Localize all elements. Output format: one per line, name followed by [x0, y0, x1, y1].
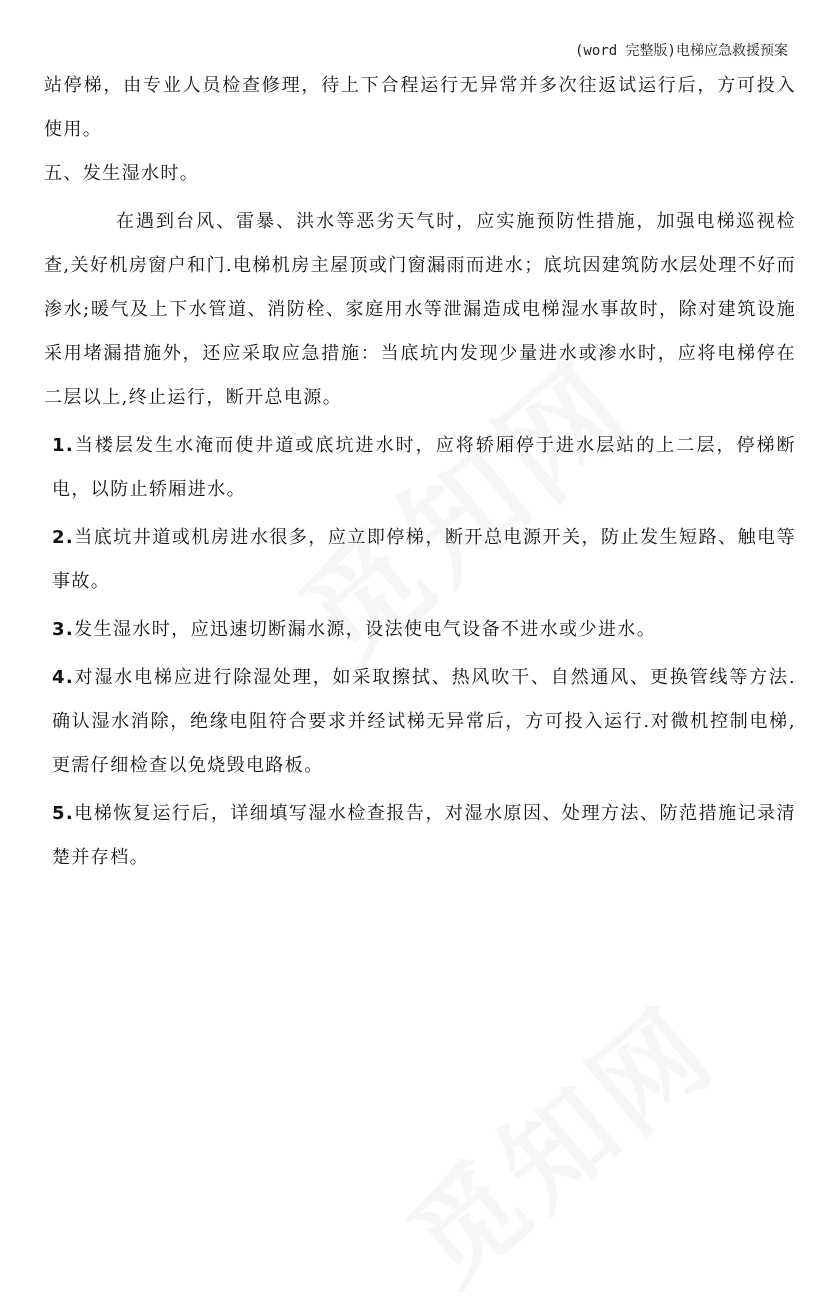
list-item-number: 3. — [52, 619, 75, 640]
list-item-text: 发生湿水时，应迅速切断漏水源，设法使电气设备不进水或少进水。 — [74, 619, 657, 640]
running-header: (word 完整版)电梯应急救援预案 — [574, 43, 788, 59]
list-item — [44, 792, 796, 880]
list-item-text: 电梯恢复运行后，详细填写湿水检查报告，对湿水原因、处理方法、防范措施记录清楚并存档。 — [52, 803, 796, 868]
list-item-text: 当楼层发生水淹而使井道或底坑进水时，应将轿厢停于进水层站的上二层，停梯断电，以防止轿厢进水。 — [52, 435, 796, 500]
list-item-number: 1. — [52, 435, 75, 456]
list-item-number: 2. — [52, 527, 75, 548]
list-item-number: 5. — [52, 803, 75, 824]
list-item — [44, 516, 796, 604]
document-body — [44, 64, 796, 880]
watermark — [371, 965, 744, 1313]
list-item-text: 当底坑井道或机房进水很多，应立即停梯，断开总电源开关，防止发生短路、触电等事故。 — [52, 527, 796, 592]
list-item-number: 4. — [52, 667, 75, 688]
section-heading: 五、发生湿水时。 — [44, 163, 200, 184]
list-item — [44, 424, 796, 512]
list-item-text: 对湿水电梯应进行除湿处理，如采取擦拭、热风吹干、自然通风、更换管线等方法.确认湿水消除，绝缘电阻符合要求并经试梯无异常后，方可投入运行.对微机控制电梯,更需仔细检查以免烧毁电路板。 — [52, 667, 796, 776]
intro-paragraph: 在遇到台风、雷暴、洪水等恶劣天气时，应实施预防性措施，加强电梯巡视检查,关好机房窗户和门.电梯机房主屋顶或门窗漏雨而进水；底坑因建筑防水层处理不好而渗水;暖气及上下水管道、消防栓、家庭用水等泄漏造成电梯湿水事故时，除对建筑设施采用堵漏措施外，还应采取应急措施：当底坑内发现少量进水或渗水时，应将电梯停在二层以上,终止运行，断开总电源。 — [44, 211, 796, 408]
list-item — [44, 608, 796, 652]
list-item — [44, 656, 796, 788]
continuation-paragraph: 站停梯，由专业人员检查修理，待上下合程运行无异常并多次往返试运行后，方可投入使用。 — [44, 75, 796, 140]
